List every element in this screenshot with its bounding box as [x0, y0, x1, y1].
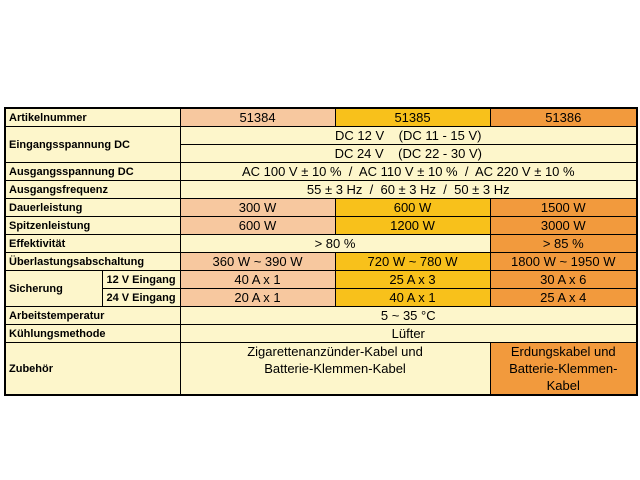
- fuse-24v-51386: 25 A x 4: [490, 289, 637, 307]
- label-fuse: Sicherung: [5, 271, 102, 307]
- row-overload-shutdown: [5, 253, 637, 271]
- row-efficiency: [5, 235, 637, 253]
- peak-power-51386: 3000 W: [490, 217, 637, 235]
- row-article: [5, 108, 637, 127]
- overload-51384: 360 W ~ 390 W: [180, 253, 335, 271]
- label-accessories: Zubehör: [5, 343, 180, 396]
- fuse-sublabel-12v: 12 V Eingang: [102, 271, 180, 289]
- label-output-voltage: Ausgangsspannung DC: [5, 163, 180, 181]
- row-fuse-12v: [5, 271, 637, 289]
- fuse-12v-51384: 40 A x 1: [180, 271, 335, 289]
- accessories-51386-line1: Erdungskabel und: [510, 344, 616, 359]
- output-voltage-value: AC 100 V ± 10 % / AC 110 V ± 10 % / AC 220 V ± 10 %: [180, 163, 637, 181]
- peak-power-51384: 600 W: [180, 217, 335, 235]
- label-input-voltage: Eingangsspannung DC: [5, 127, 180, 163]
- label-article: Artikelnummer: [5, 108, 180, 127]
- accessories-line2: Batterie-Klemmen-Kabel: [264, 361, 406, 376]
- input-voltage-12v: DC 12 V (DC 11 - 15 V): [180, 127, 637, 145]
- continuous-power-51384: 300 W: [180, 199, 335, 217]
- label-continuous-power: Dauerleistung: [5, 199, 180, 217]
- row-cooling: [5, 325, 637, 343]
- label-cooling: Kühlungsmethode: [5, 325, 180, 343]
- fuse-12v-51385: 25 A x 3: [335, 271, 490, 289]
- input-voltage-24v: DC 24 V (DC 22 - 30 V): [180, 145, 637, 163]
- overload-51385: 720 W ~ 780 W: [335, 253, 490, 271]
- row-input-voltage-1: [5, 127, 637, 145]
- peak-power-51385: 1200 W: [335, 217, 490, 235]
- fuse-12v-51386: 30 A x 6: [490, 271, 637, 289]
- label-peak-power: Spitzenleistung: [5, 217, 180, 235]
- efficiency-51384-51385: > 80 %: [180, 235, 490, 253]
- model-51385: 51385: [335, 108, 490, 127]
- overload-51386: 1800 W ~ 1950 W: [490, 253, 637, 271]
- fuse-sublabel-24v: 24 V Eingang: [102, 289, 180, 307]
- model-51384: 51384: [180, 108, 335, 127]
- label-output-frequency: Ausgangsfrequenz: [5, 181, 180, 199]
- row-operating-temp: [5, 307, 637, 325]
- accessories-51384-51385: [180, 343, 490, 396]
- accessories-51386: [490, 343, 637, 396]
- model-51386: 51386: [490, 108, 637, 127]
- operating-temp-value: 5 ~ 35 °C: [180, 307, 637, 325]
- label-overload-shutdown: Überlastungsabschaltung: [5, 253, 180, 271]
- continuous-power-51386: 1500 W: [490, 199, 637, 217]
- label-operating-temp: Arbeitstemperatur: [5, 307, 180, 325]
- cooling-value: Lüfter: [180, 325, 637, 343]
- row-continuous-power: [5, 199, 637, 217]
- continuous-power-51385: 600 W: [335, 199, 490, 217]
- row-output-voltage: [5, 163, 637, 181]
- row-accessories: [5, 343, 637, 396]
- output-frequency-value: 55 ± 3 Hz / 60 ± 3 Hz / 50 ± 3 Hz: [180, 181, 637, 199]
- fuse-24v-51384: 20 A x 1: [180, 289, 335, 307]
- fuse-24v-51385: 40 A x 1: [335, 289, 490, 307]
- accessories-line1: Zigarettenanzünder-Kabel und: [247, 344, 423, 359]
- accessories-51386-line2: Batterie-Klemmen-Kabel: [509, 361, 618, 393]
- row-output-frequency: [5, 181, 637, 199]
- label-efficiency: Effektivität: [5, 235, 180, 253]
- spec-table: [4, 107, 638, 396]
- row-peak-power: [5, 217, 637, 235]
- efficiency-51386: > 85 %: [490, 235, 637, 253]
